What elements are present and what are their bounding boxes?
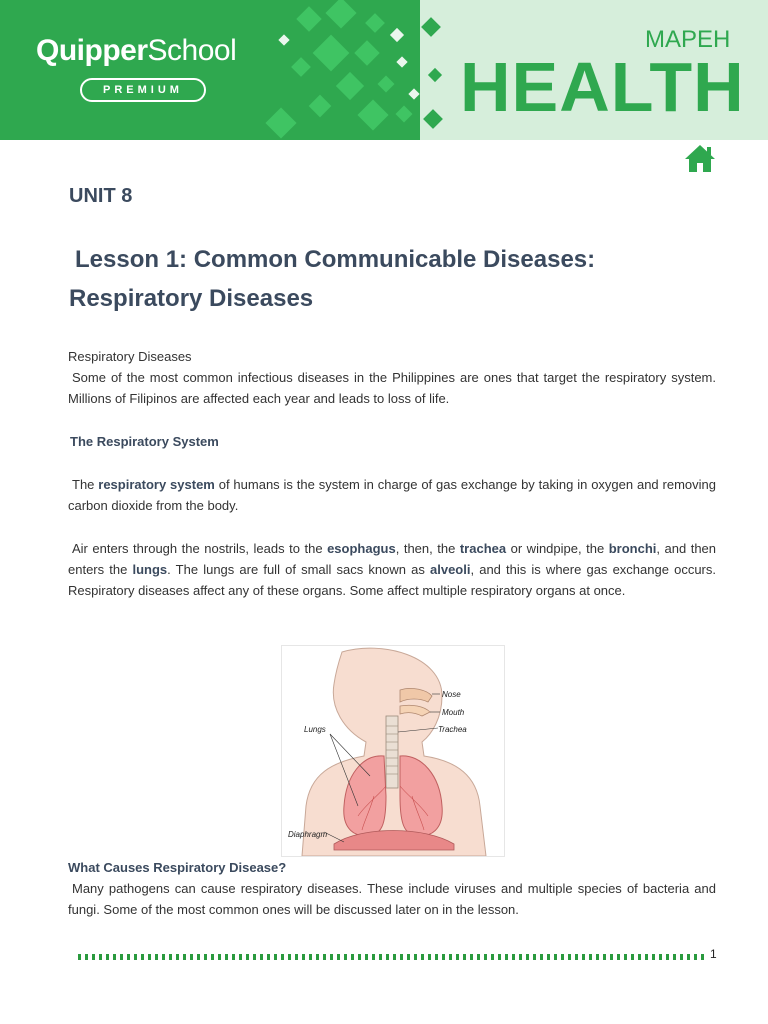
lesson-title-line1: Lesson 1: Common Communicable Diseases: — [75, 246, 596, 273]
lesson-title — [69, 240, 709, 318]
unit-label: UNIT 8 — [69, 185, 133, 207]
label-trachea: Trachea — [438, 725, 467, 734]
section-respiratory-diseases — [68, 346, 716, 409]
respiratory-system-diagram — [281, 645, 505, 857]
paragraph-air-pathway: Air enters through the nostrils, leads to the esophagus, then, the trachea or windpipe, the bronchi, and then enters the lungs. The lungs are full of small sacs known as alveoli, and this is where gas exchange occurs. Respiratory diseases affect any of these organs. Some affect multiple respiratory organs at once. — [68, 541, 717, 598]
page-number: 1 — [710, 947, 717, 961]
section-heading: The Respiratory System — [70, 434, 219, 449]
footer-dotted-divider — [78, 954, 706, 960]
subject-title: HEALTH — [460, 48, 745, 126]
section-heading: What Causes Respiratory Disease? — [68, 860, 287, 875]
section-heading-respiratory-system — [68, 431, 718, 452]
premium-badge: PREMIUM — [80, 78, 206, 102]
home-icon[interactable] — [684, 143, 716, 173]
section-heading: Respiratory Diseases — [68, 349, 192, 364]
label-nose: Nose — [442, 690, 461, 699]
label-lungs: Lungs — [304, 725, 326, 734]
section-paragraph: Some of the most common infectious diseases in the Philippines are ones that target the respiratory system. Millions of Filipinos are affected each year and leads to loss of life. — [68, 370, 716, 406]
lesson-title-line2: Respiratory Diseases — [69, 285, 314, 312]
section-paragraph: Many pathogens can cause respiratory diseases. These include viruses and multiple species of bacteria and fungi. Some of the most common ones will be discussed later on in the lesson. — [68, 881, 716, 917]
label-diaphragm: Diaphragm — [288, 830, 328, 839]
section-causes — [68, 857, 716, 920]
paragraph-respiratory-system: The respiratory system of humans is the system in charge of gas exchange by taking in oxygen and removing carbon dioxide from the body. — [68, 477, 716, 513]
quipper-school-logo: QuipperSchool — [36, 34, 237, 67]
label-mouth: Mouth — [442, 708, 465, 717]
subject-label: MAPEH — [645, 26, 731, 53]
header-banner — [0, 0, 768, 140]
